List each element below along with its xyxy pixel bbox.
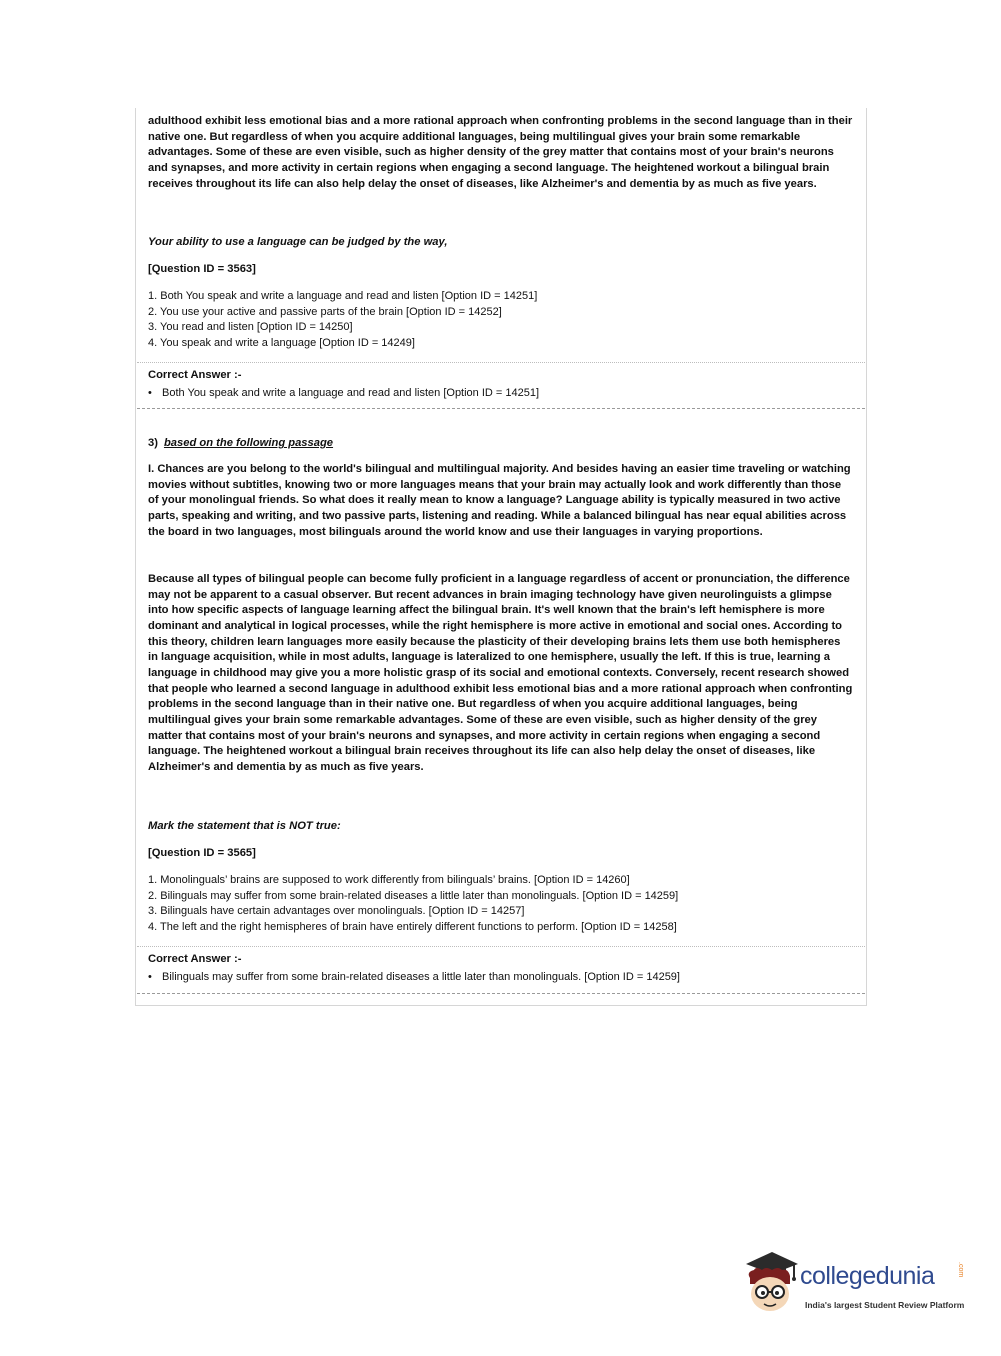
q2-question-id [148,262,853,277]
q2-divider [137,362,865,363]
q2-option-1: 1. Both You speak and write a language and read and listen [Option ID = 14251] [148,290,538,302]
q3-question-id [148,846,853,861]
q3-number: 3) [148,437,158,449]
q3-correct-answer [148,952,853,985]
q2-end-divider [137,408,865,409]
q3-options [148,873,853,935]
q2-option-4: 4. You speak and write a language [Option ID = 14249] [148,336,415,349]
q3-correct-bullet: • [148,971,152,983]
q2-correct-text: Both You speak and write a language and read and listen [Option ID = 14251] [162,387,540,399]
q3-title: based on the following passage [163,437,334,449]
q2-stem-text: Your ability to use a language can be judged by the way, [148,236,448,248]
q3-option-3: 3. Bilinguals have certain advantages over monolinguals. [Option ID = 14257] [148,905,525,918]
q3-paragraph-1-text: I. Chances are you belong to the world's bilingual and multilingual majority. And besides having an easier time traveling or watching movies without subtitles, knowing two or more languages means that your brain may actually look and work differently than those of your monolingual friends. So what does it really mean to know a language? Language ability is typically measured in two active parts, speaking and writing, and two passive parts, listening and reading. While a balanced bilingual has near equal abilities across the board in two languages, most bilinguals around the world know and use their languages in varying proportions. [148,463,851,538]
q2-passage-text: adulthood exhibit less emotional bias and a more rational approach when confronting problems in the second language than in their native one. But regardless of when you acquire additional languages, being multilingual gives your brain some remarkable advantages. Some of these are even visible, such as higher density of the grey matter that contains most of your brain's neurons and synapses, and more activity in certain regions when engaging a second language. The heightened workout a bilingual brain receives throughout its life can also help delay the onset of diseases, like Alzheimer's and dementia by as much as five years. [148,115,853,190]
q2-option-2: 2. You use your active and passive parts of the brain [Option ID = 14252] [148,305,502,318]
q3-paragraph-2-text: Because all types of bilingual people can become fully proficient in a language regardless of accent or pronunciation, the difference may not be apparent to a casual observer. But recent advances in brain imaging technology have given neurolinguists a glimpse into how specific aspects of language learning affect the bilingual brain. It's well known that the brain's left hemisphere is more dominant and analytical in logical processes, while the right hemisphere is more active in emotional and social ones. According to this theory, children learn languages more easily because the plasticity of their developing brains lets them use both hemispheres in language acquisition, while in most adults, language is lateralized to one hemisphere, usually the left. If this is true, learning a language in childhood may give you a more holistic grasp of its social and emotional contexts. Conversely, recent research showed that people who learned a second language in adulthood exhibit less emotional bias and a more rational approach when confronting problems in the second language than in their native one. But regardless of when you acquire additional languages, being multilingual gives your brain some remarkable advantages. Some of these are even visible, such as higher density of the grey matter that contains most of your brain's neurons and synapses, and more activity in certain regions when engaging a second language. The heightened workout a bilingual brain receives throughout its life can also help delay the onset of diseases, like Alzheimer's and dementia by as much as five years. [148,573,853,773]
logo-tagline: India's largest Student Review Platform [805,1300,965,1310]
q3-correct-label: Correct Answer :- [148,953,242,965]
q2-correct-label: Correct Answer :- [148,369,242,381]
q2-passage [148,114,853,192]
q3-correct-item [148,970,853,985]
q3-header [148,436,853,451]
collegedunia-logo[interactable] [742,1248,972,1318]
q3-option-4: 4. The left and the right hemispheres of brain have entirely different functions to perform. [Option ID = 14258] [148,920,677,933]
q3-paragraph-2 [148,572,853,776]
q2-correct-answer [148,368,853,401]
q3-correct-text: Bilinguals may suffer from some brain-related diseases a little later than monolinguals. [Option ID = 14259] [162,971,680,983]
q3-question-id-text: [Question ID = 3565] [148,847,256,859]
q3-option-2: 2. Bilinguals may suffer from some brain-related diseases a little later than monolinguals. [Option ID = 14259] [148,889,679,902]
q3-stem [148,819,853,834]
q2-question-id-text: [Question ID = 3563] [148,263,256,275]
q2-correct-bullet: • [148,387,152,399]
q3-paragraph-1 [148,462,853,540]
mascot-icon [742,1248,800,1314]
q2-stem [148,235,853,250]
q3-stem-text: Mark the statement that is NOT true: [148,820,341,832]
logo-wordmark: collegedunia [800,1262,935,1290]
q3-divider [137,946,865,947]
logo-suffix: .com [957,1262,964,1278]
q2-options [148,289,853,351]
q3-option-1: 1. Monolinguals’ brains are supposed to work differently from bilinguals’ brains. [Option ID = 14260] [148,874,630,886]
q2-option-3: 3. You read and listen [Option ID = 14250] [148,321,353,334]
q2-correct-item [148,386,853,401]
q3-end-divider [137,993,865,994]
